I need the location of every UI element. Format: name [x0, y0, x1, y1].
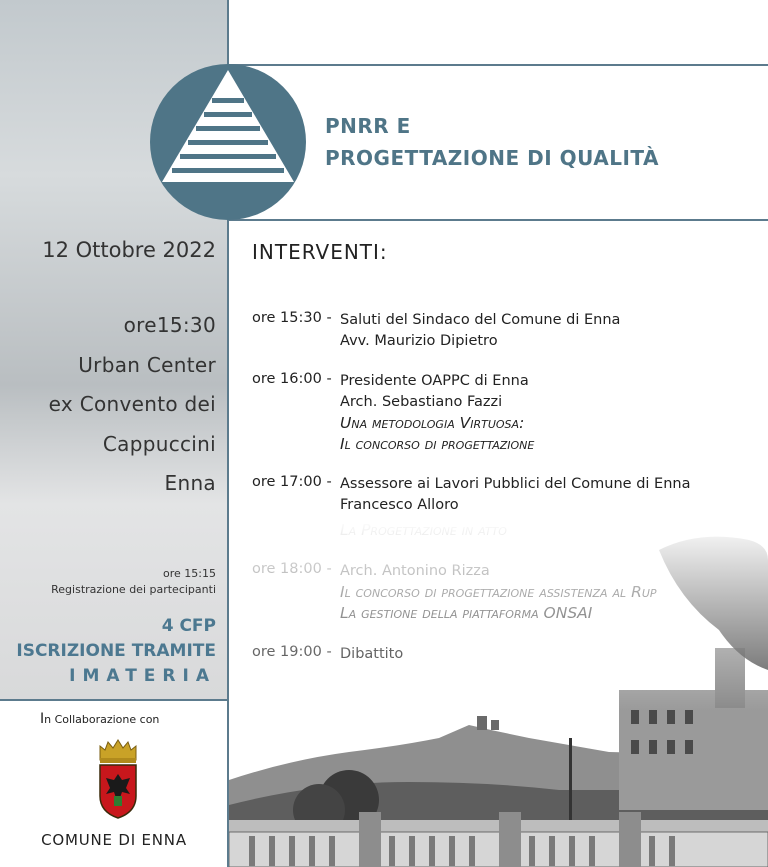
- title-line-1: PNRR E: [325, 114, 411, 138]
- venue-line: Cappuccini: [102, 431, 216, 456]
- registration-time: ore 15:15: [163, 567, 216, 580]
- top-divider: [229, 64, 768, 66]
- event-date: 12 Ottobre 2022: [42, 238, 216, 262]
- imateria-link[interactable]: IMATERIA: [69, 666, 216, 686]
- program-heading: INTERVENTI:: [252, 240, 388, 264]
- event-time: ore15:30: [123, 313, 216, 337]
- partner-name: COMUNE DI ENNA: [41, 831, 187, 849]
- page-title: [325, 110, 659, 174]
- program-time: ore 17:00 -: [252, 474, 332, 490]
- iscrizione-label: ISCRIZIONE TRAMITE: [16, 641, 216, 661]
- collaboration-text: n Collaborazione con: [44, 713, 160, 726]
- program-line: Presidente OAPPC di Enna: [340, 373, 529, 389]
- program-line: Francesco Alloro: [340, 497, 459, 513]
- venue-line: ex Convento dei: [48, 392, 216, 416]
- program-subtitle: Il concorso di progettazione: [340, 435, 535, 453]
- enna-landscape-image: [229, 520, 768, 867]
- program-line: Avv. Maurizio Dipietro: [340, 333, 498, 349]
- title-line-2: PROGETTAZIONE DI QUALITÀ: [325, 146, 659, 170]
- left-divider: [0, 699, 228, 701]
- registration-note: [0, 566, 216, 598]
- program-subtitle: Una metodologia Virtuosa:: [340, 414, 525, 432]
- venue-line: Enna: [164, 471, 216, 495]
- program-line: Arch. Sebastiano Fazzi: [340, 394, 503, 410]
- program-time: ore 16:00 -: [252, 371, 332, 387]
- title-divider: [229, 219, 768, 221]
- pyramid-logo: [150, 64, 306, 220]
- venue-line: Urban Center: [78, 352, 216, 377]
- collaboration-label: [40, 711, 159, 727]
- collaboration-initial: I: [40, 711, 45, 727]
- program-time: ore 15:30 -: [252, 310, 332, 326]
- program-line: Assessore ai Lavori Pubblici del Comune di Enna: [340, 476, 691, 492]
- program-line: Saluti del Sindaco del Comune di Enna: [340, 312, 621, 328]
- comune-crest-icon: [96, 738, 140, 820]
- cfp-credits: 4 CFP: [161, 616, 216, 636]
- event-info: [0, 306, 216, 504]
- cfp-block: [0, 614, 216, 689]
- registration-label: Registrazione dei partecipanti: [51, 583, 216, 596]
